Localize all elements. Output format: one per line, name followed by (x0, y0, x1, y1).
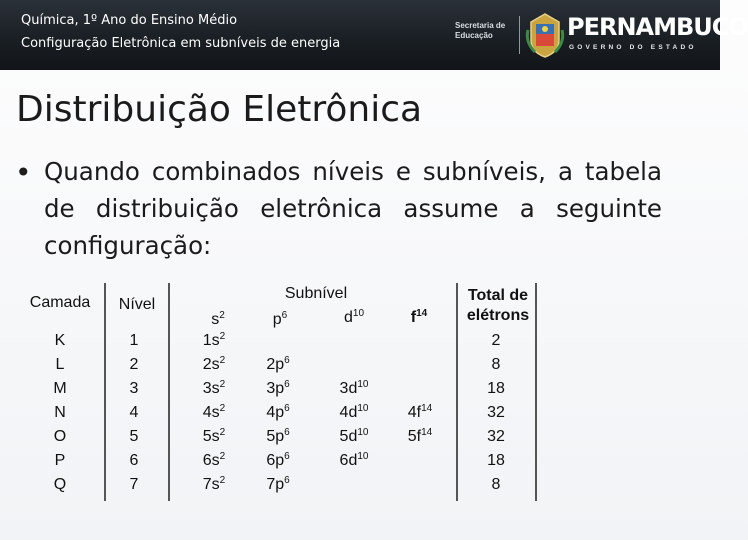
cell-camada: Q (53, 476, 67, 493)
secretaria-label: Secretaria de Educação (455, 21, 506, 40)
cell-total: 2 (491, 332, 501, 349)
cell-nivel: 1 (129, 332, 139, 349)
cell-camada: K (54, 332, 66, 349)
cell-p: $3p^6$ (266, 379, 290, 397)
cell-p: $4p^6$ (266, 403, 290, 421)
table-divider (104, 283, 106, 501)
bullet-marker: • (15, 156, 32, 189)
cell-camada: L (55, 356, 65, 373)
cell-camada: N (54, 404, 66, 421)
cell-nivel: 6 (129, 452, 139, 469)
cell-nivel: 5 (129, 428, 139, 445)
cell-nivel: 4 (129, 404, 139, 421)
header-total-line2: elétrons (466, 307, 530, 324)
cell-f: $4f^{14}$ (407, 403, 433, 421)
bullet-text: Quando combinados níveis e subníveis, a tabela de distribuição eletrônica assume a seguinte configuração: (44, 157, 662, 260)
cell-d: $3d^{10}$ (339, 379, 369, 397)
topic-label: Configuração Eletrônica em subníveis de energia (21, 36, 341, 51)
brand-subtitle: GOVERNO DO ESTADO (569, 44, 697, 51)
table-divider (168, 283, 170, 501)
cell-d: $5d^{10}$ (339, 427, 369, 445)
slide-title: Distribuição Eletrônica (16, 89, 423, 130)
cell-nivel: 3 (129, 380, 139, 397)
cell-camada: O (53, 428, 67, 445)
cell-camada: M (53, 380, 67, 397)
coat-of-arms-icon (525, 10, 565, 60)
cell-total: 18 (487, 452, 505, 469)
cell-s: $3s^2$ (202, 379, 226, 397)
table-divider (456, 283, 458, 501)
cell-s: $5s^2$ (202, 427, 226, 445)
cell-total: 32 (487, 428, 505, 445)
brand-name: PERNAMBUCO (567, 13, 748, 41)
header-s: $s^2$ (211, 310, 225, 328)
course-label: Química, 1º Ano do Ensino Médio (21, 13, 238, 28)
cell-p: $7p^6$ (266, 475, 290, 493)
cell-f: $5f^{14}$ (407, 427, 433, 445)
header-p: $p^6$ (272, 310, 288, 328)
table-divider (535, 283, 537, 501)
cell-s: $1s^2$ (202, 331, 226, 349)
cell-total: 8 (491, 476, 501, 493)
cell-s: $4s^2$ (202, 403, 226, 421)
cell-p: $5p^6$ (266, 427, 290, 445)
cell-s: $7s^2$ (202, 475, 226, 493)
header-bar (0, 0, 748, 70)
cell-total: 8 (491, 356, 501, 373)
cell-nivel: 7 (129, 476, 139, 493)
header-f: $f^{14}$ (410, 308, 428, 326)
cell-d: $4d^{10}$ (339, 403, 369, 421)
cell-d: $6d^{10}$ (339, 451, 369, 469)
cell-nivel: 2 (129, 356, 139, 373)
cell-camada: P (54, 452, 66, 469)
cell-total: 32 (487, 404, 505, 421)
header-nivel: Nível (118, 296, 156, 313)
header-d: $d^{10}$ (343, 308, 365, 326)
header-divider (519, 16, 520, 54)
cell-p: $2p^6$ (266, 355, 290, 373)
header-camada: Camada (29, 294, 91, 311)
cell-total: 18 (487, 380, 505, 397)
cell-p: $6p^6$ (266, 451, 290, 469)
cell-s: $2s^2$ (202, 355, 226, 373)
header-total-line1: Total de (467, 287, 529, 304)
header-subnivel: Subnível (284, 285, 348, 302)
cell-s: $6s^2$ (202, 451, 226, 469)
